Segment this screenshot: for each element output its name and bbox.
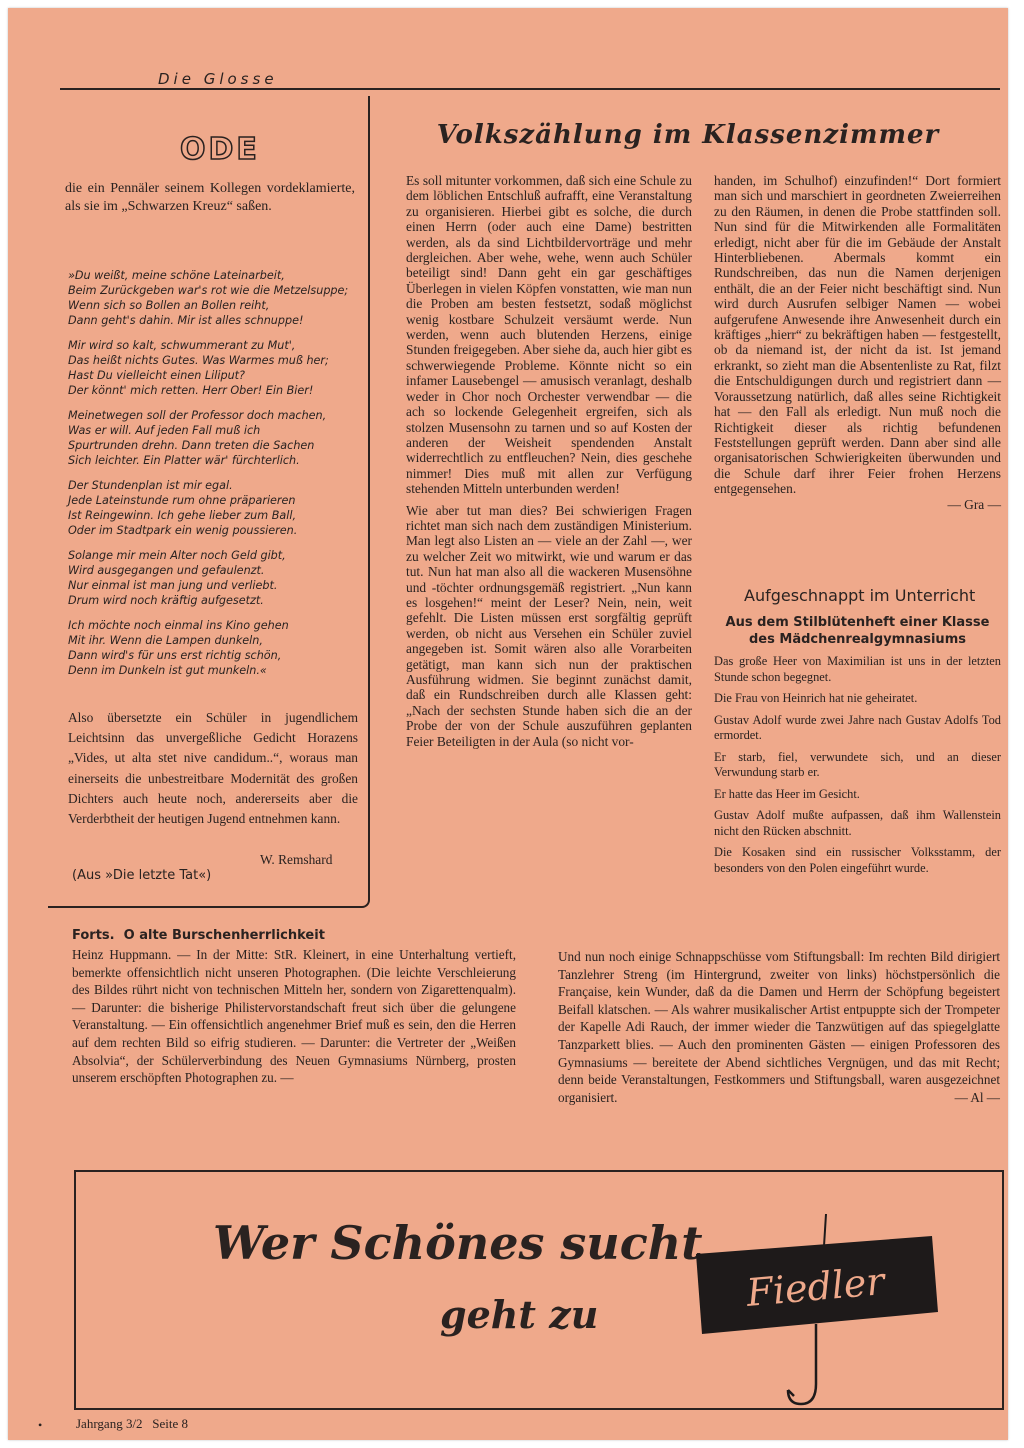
article-paragraph: Es soll mitunter vorkommen, daß sich eine Schule zu dem löblichen Entschluß aufrafft, eine Veranstaltung zu organisieren. Hierbei gibt es solche, die durch einen Herrn (oder auch eine Dame) bestritten werden, als da sind Lichtbildervorträge und mehr dergleichen. Aber wehe, wehe, wenn auch Schüler beteiligt sind! Dann geht ein gar geschäftiges Überlegen in vielen Köpfen vonstatten, wie man nun die Proben am besten festsetzt, sodaß möglichst wenig kostbare Schulzeit versäumt werde. Nun werden, wenn auch blutenden Herzens, einige Stunden freigegeben. Aber siehe da, auch hier gibt es schwerwiegende Probleme. Könnte nicht so ein infamer Lausebengel — amusisch veranlagt, deshalb weder in Chor noch Orchester verwendbar — die ach so lockende Gelegenheit ergreifen, sich als stolzen Musensohn zu tarnen und so auf Kosten der anderen der Weisheit spendenden Anstalt widerrechtlich zu entfleuchen? Nein, dies geschehe nimmer! Dies muß mit allen zur Verfügung stehenden Mitteln unterbunden werden! (406, 173, 692, 497)
poem-line: Dann geht's dahin. Mir ist alles schnuppe! (68, 314, 304, 327)
poem-stanza (68, 338, 358, 398)
article-signature: — Gra — (947, 496, 1001, 512)
poem-line: Dann wird's für uns erst richtig schön, (68, 649, 282, 662)
continuation-label: Forts. (72, 928, 115, 943)
article-title: Volkszählung im Klassenzimmer (436, 120, 940, 150)
poem-line: Ist Reingewinn. Ich gehe lieber zum Ball, (68, 509, 297, 522)
continuation-text: Und nun noch einige Schnappschüsse vom Stiftungsball: Im rechten Bild dirigiert Tanzlehrer Streng (im Hintergrund, zweiter von links) höchstpersönlich die Française, kein Wunder, daß da die Damen und Herrn der Schöpfung begeistert Beifall klatschen. — Als wahrer musikalischer Artist entpuppte sich der Trompeter der Kapelle Adi Rauch, der immer wieder die Tanzwütigen auf das spiegelglatte Tanzparkett blies. — Auch den prominenten Gästen — einigen Professoren des Gymnasiums — bereitete der Abend sichtliches Vergnügen, und das mit Recht; denn beide Veranstaltungen, Festkommers und Stiftungsball, waren ausgezeichnet organisiert. (558, 949, 1000, 1105)
ode-title: ODE (180, 132, 260, 167)
poem-line: Was er will. Auf jeden Fall muß ich (68, 424, 261, 437)
ode-author: W. Remshard (260, 852, 333, 867)
poem-line: Ich möchte noch einmal ins Kino gehen (68, 619, 289, 632)
poem-stanza (68, 618, 358, 678)
list-item: Die Frau von Heinrich hat nie geheiratet. (714, 691, 918, 705)
continuation-title: O alte Burschenherrlichkeit (123, 928, 325, 943)
fiedler-logo (666, 1214, 962, 1414)
poem-line: Meinetwegen soll der Professor doch machen, (68, 409, 327, 422)
poem-line: Mit ihr. Wenn die Lampen dunkeln, (68, 634, 263, 647)
logo-line-icon (824, 1214, 826, 1246)
article-column-1 (406, 173, 692, 749)
poem-line: Das heißt nichts Gutes. Was Warmes muß her; (68, 354, 329, 367)
aufgeschnappt-title: Aufgeschnappt im Unterricht (744, 586, 976, 605)
poem-line: Wenn sich so Bollen an Bollen reiht, (68, 299, 270, 312)
list-item: Er hatte das Heer im Gesicht. (714, 786, 860, 801)
continuation-signature: — Al — (954, 1089, 1000, 1105)
ad-headline: Wer Schönes sucht (213, 1216, 703, 1270)
poem-stanza (68, 408, 358, 468)
poem-line: Nur einmal ist man jung und verliebt. (68, 579, 278, 592)
aufgeschnappt-list (714, 654, 1001, 882)
poem-line: Denn im Dunkeln ist gut munkeln.« (68, 664, 267, 677)
poem-line: Oder im Stadtpark ein wenig poussieren. (68, 524, 298, 537)
header-rule (60, 88, 1000, 90)
page-footer: Jahrgang 3/2 Seite 8 (76, 1416, 189, 1431)
poem-line: Wird ausgegangen und gefaulenzt. (68, 564, 265, 577)
list-item: Er starb, fiel, verwundete sich, und an dieser Verwundung starb er. (714, 749, 1001, 779)
ode-commentary: Also übersetzte ein Schüler in jugendlichem Leichtsinn das unvergeßliche Gedicht Horazens „Vides, ut alta stet nive candidum..“, woraus man einerseits die unbestreitbare Modernität des großen Dichters auch heute noch, andererseits aber die Verderbtheit der heutigen Jugend entnehmen kann. (68, 710, 358, 827)
poem-line: Drum wird noch kräftig aufgesetzt. (68, 594, 264, 607)
list-item: Das große Heer von Maximilian ist uns in der letzten Stunde schon begegnet. (714, 654, 1001, 684)
ode-intro: die ein Pennäler seinem Kollegen vordeklamierte, als sie im „Schwarzen Kreuz“ saßen. (65, 181, 355, 214)
fishhook-icon (788, 1324, 816, 1404)
poem-line: Jede Lateinstunde rum ohne präparieren (68, 494, 296, 507)
list-item: Gustav Adolf wurde zwei Jahre nach Gustav Adolfs Tod ermordet. (714, 712, 1001, 742)
list-item: Die Kosaken sind ein russischer Volksstamm, der besonders von den Polen eingeführt wurde. (714, 845, 1001, 875)
poem-line: Beim Zurückgeben war's rot wie die Metzelsuppe; (68, 284, 349, 297)
poem-line: »Du weißt, meine schöne Lateinarbeit, (68, 269, 285, 282)
continuation-column-2 (558, 948, 1000, 1106)
list-item: Gustav Adolf mußte aufpassen, daß ihm Wallenstein nicht den Rücken abschnitt. (714, 808, 1001, 838)
article-paragraph: handen, im Schulhof) einzufinden!“ Dort formiert man sich und marschiert in geordneten Zweierreihen zu den Räumen, in denen die Probe stattfinden soll. Nun sind für die Mitwirkenden alle Formalitäten erledigt, nicht aber für die im Gebäude der Anstalt Hinterbliebenen. Abermals kommt ein Rundschreiben, das nun die Namen derjenigen enthält, die an der Feier nicht beschäftigt sind. Nun wird durch Ausrufen selbiger Namen — wobei aufgerufene Anwesende ihre Anwesenheit durch ein kräftiges „hierr“ zu bekräftigen haben — festgestellt, ob da niemand ist, der nicht da ist. Ist jemand erkrankt, so zieht man die Absentenliste zu Rat, filzt die Entschuldigungen durch und registriert dann — Voraussetzung natürlich, daß alles seine Richtigkeit hat — den Fall als erledigt. Nun muß noch die Richtigkeit dieser als richtig befundenen Feststellungen geprüft werden. Dann aber sind alle organisatorischen Schwierigkeiten überwunden und die Schule darf ihrer Feier frohen Herzens entgegensehen. (714, 173, 1001, 497)
ad-subline: geht zu (440, 1292, 599, 1337)
poem-line: Mir wird so kalt, schwummerant zu Mut', (68, 339, 296, 352)
poem-line: Hast Du vielleicht einen Liliput? (68, 369, 245, 382)
poem-line: Der Stundenplan ist mir egal. (68, 479, 233, 492)
continuation-heading (72, 928, 325, 943)
footer-bullet: • (38, 1418, 43, 1432)
article-column-2 (714, 173, 1001, 512)
continuation-column-1: Heinz Huppmann. — In der Mitte: StR. Kleinert, in eine Unterhaltung vertieft, bemerkte offensichtlich nicht unseren Photographen. (Die leichte Verschleierung des Bildes rührt nicht von technischen Mitteln her, sondern von Zigarettenqualm). — Darunter: die bisherige Philistervorstandschaft freut sich über die gelungene Veranstaltung. — Ein offensichtlich angenehmer Brief muß es sein, den die Herren auf dem rechten Bild so eifrig studieren. — Darunter: die Vertreter der „Weißen Absolvia“, der Schülerverbindung des Neuen Gymnasiums Nürnberg, prosten unserem erschöpften Photographen zu. — (72, 947, 516, 1086)
poem-stanza (68, 548, 358, 608)
logo-text: Fiedler (744, 1259, 887, 1315)
poem-line: Der könnt' mich retten. Herr Ober! Ein Bier! (68, 384, 314, 397)
poem-stanza (68, 478, 358, 538)
poem-line: Solange mir mein Alter noch Geld gibt, (68, 549, 286, 562)
ode-source: (Aus »Die letzte Tat«) (72, 868, 212, 883)
poem-line: Sich leichter. Ein Platter wär' fürchterlich. (68, 454, 300, 467)
ode-poem (68, 268, 358, 688)
section-title: Die Glosse (158, 70, 278, 88)
poem-line: Spurtrunden drehn. Dann treten die Sachen (68, 439, 315, 452)
article-paragraph: Wie aber tut man dies? Bei schwierigen Fragen richtet man sich nach dem zuständigen Ministerium. Man legt also Listen an — viele an der Zahl —, wer zu welcher Zeit wo mitwirkt, wie und warum er das tut. Nun hat man also all die wackeren Musensöhne und -töchter ordnungsgemäß registriert. „Nun kann es losgehen!“ meint der Leser? Nein, nein, weit gefehlt. Die Listen müssen erst sorgfältig geprüft werden, ob nicht aus Versehen ein Schüler zuviel angegeben ist. Somit wären also alle Vorarbeiten getätigt, man kann sich nun der praktischen Ausführung widmen. Sie beginnt zunächst damit, daß ein Rundschreiben durch alle Klassen geht: „Nach der sechsten Stunde haben sich die an der Probe der von der Schule auszuführen geplanten Feier Beteiligten in der Aula (so nicht vor- (406, 502, 692, 749)
poem-stanza (68, 268, 358, 328)
newspaper-page (8, 8, 1008, 1440)
aufgeschnappt-subtitle: Aus dem Stilblütenheft einer Klasse des Mädchenrealgymnasiums (725, 615, 990, 647)
